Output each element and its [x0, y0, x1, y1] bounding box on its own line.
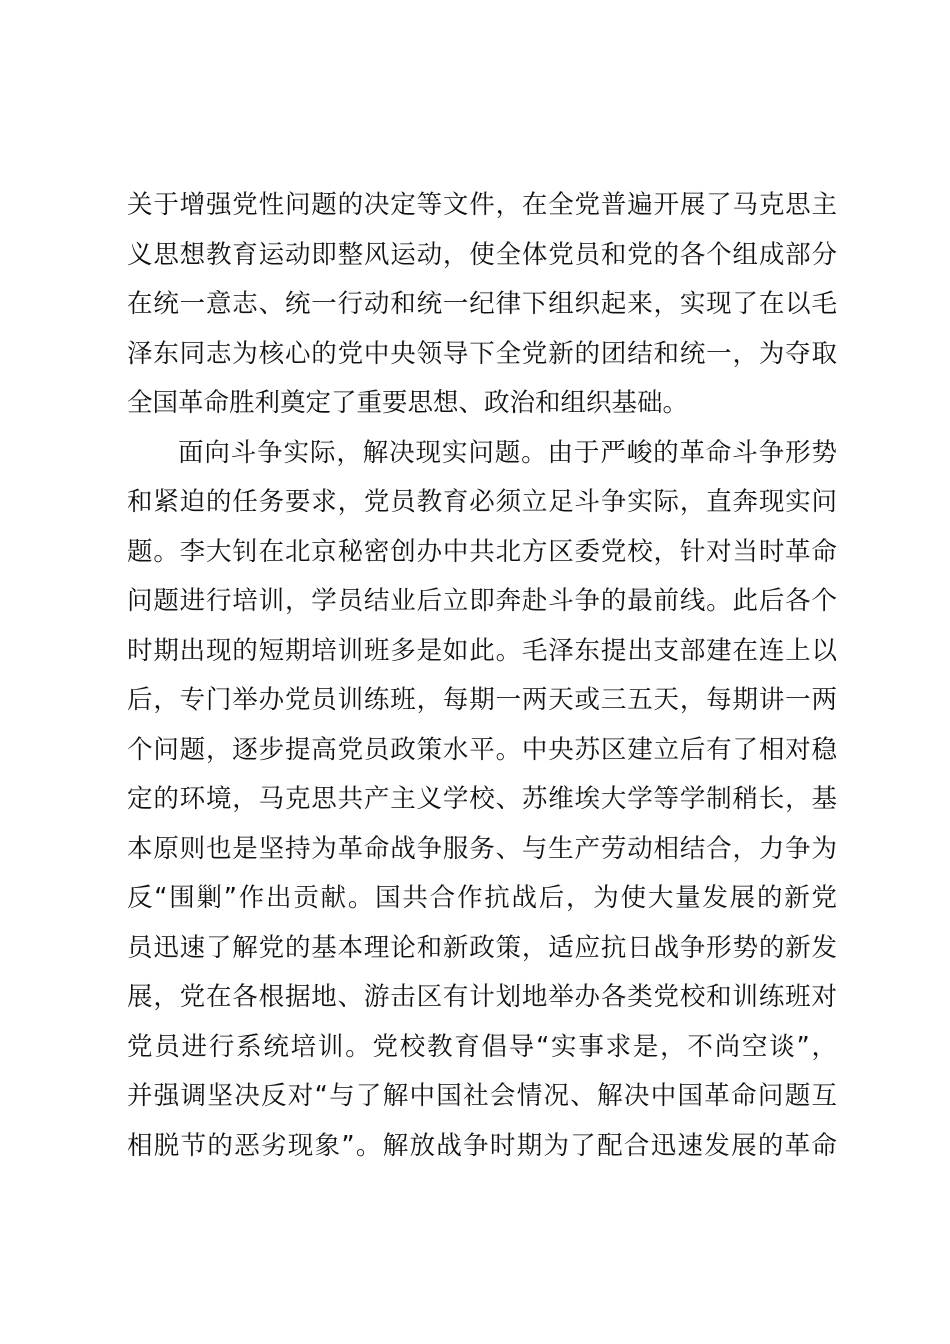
text-line-19: 并强调坚决反对“与了解中国社会情况、解决中国革命问题互 [127, 1081, 837, 1111]
text-line-4: 泽东同志为核心的党中央领导下全党新的团结和统一，为夺取 [127, 338, 837, 369]
text-line-12: 个问题，逐步提高党员政策水平。中央苏区建立后有了相对稳 [127, 734, 837, 765]
body-text [127, 181, 837, 1171]
text-line-16: 员迅速了解党的基本理论和新政策，适应抗日战争形势的新发 [127, 932, 837, 963]
text-line-13: 定的环境，马克思共产主义学校、苏维埃大学等学制稍长，基 [127, 784, 837, 814]
text-line-8: 题。李大钊在北京秘密创办中共北方区委党校，针对当时革命 [127, 536, 837, 567]
text-line-3: 在统一意志、统一行动和统一纪律下组织起来，实现了在以毛 [127, 289, 837, 319]
text-line-11: 后，专门举办党员训练班，每期一两天或三五天，每期讲一两 [127, 685, 837, 715]
text-line-5: 全国革命胜利奠定了重要思想、政治和组织基础。 [127, 388, 689, 418]
text-line-17: 展，党在各根据地、游击区有计划地举办各类党校和训练班对 [127, 982, 837, 1012]
text-line-1: 关于增强党性问题的决定等文件，在全党普遍开展了马克思主 [127, 190, 837, 220]
text-line-9: 问题进行培训，学员结业后立即奔赴斗争的最前线。此后各个 [127, 586, 837, 616]
text-line-20: 相脱节的恶劣现象”。解放战争时期为了配合迅速发展的革命 [127, 1130, 837, 1161]
text-line-14: 本原则也是坚持为革命战争服务、与生产劳动相结合，力争为 [127, 833, 837, 864]
text-line-6: 面向斗争实际，解决现实问题。由于严峻的革命斗争形势 [178, 437, 837, 468]
text-line-10: 时期出现的短期培训班多是如此。毛泽东提出支部建在连上以 [127, 635, 837, 666]
text-line-7: 和紧迫的任务要求，党员教育必须立足斗争实际，直奔现实问 [127, 487, 837, 517]
text-line-15: 反“围剿”作出贡献。国共合作抗战后，为使大量发展的新党 [127, 883, 837, 913]
text-line-2: 义思想教育运动即整风运动，使全体党员和党的各个组成部分 [127, 239, 837, 270]
text-line-18: 党员进行系统培训。党校教育倡导“实事求是，不尚空谈”， [127, 1031, 837, 1062]
